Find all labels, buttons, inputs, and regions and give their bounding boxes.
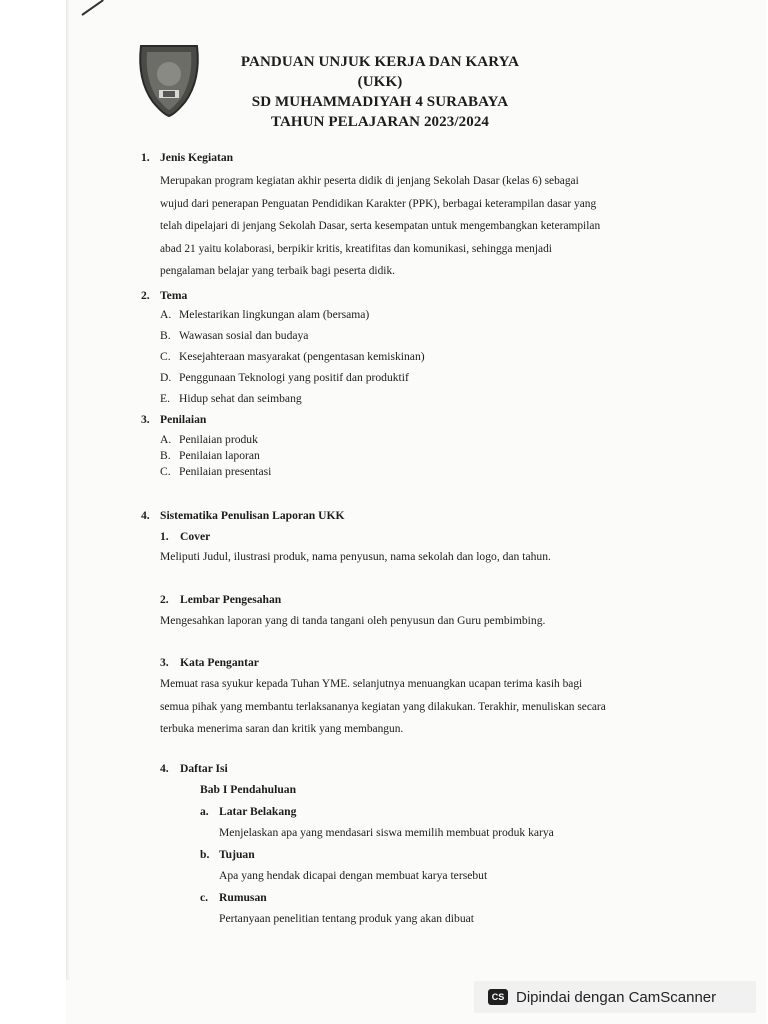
subsection-title-kata-pengantar: Kata Pengantar	[180, 656, 259, 669]
header-year: TAHUN PELAJARAN 2023/2024	[270, 114, 490, 130]
paragraph-line: pengalaman belajar yang terbaik bagi peserta didik.	[160, 265, 395, 278]
subsection-number: 2.	[160, 593, 169, 606]
section-4-title: Sistematika Penulisan Laporan UKK	[160, 509, 345, 522]
subsection-title-cover: Cover	[180, 530, 211, 543]
document-header	[220, 52, 540, 132]
toc-item-text: Pertanyaan penelitian tentang produk yang akan dibuat	[219, 912, 474, 925]
paragraph-line: Memuat rasa syukur kepada Tuhan YME. selanjutnya menuangkan ucapan terima kasih bagi	[160, 678, 583, 690]
list-item-text: Kesejahteraan masyarakat (pengentasan kemiskinan)	[179, 350, 425, 363]
toc-item-title: Rumusan	[219, 891, 267, 904]
toc-item-letter: a.	[200, 805, 209, 818]
camscanner-label: Dipindai dengan CamScanner	[516, 988, 717, 1006]
list-item-text: Hidup sehat dan seimbang	[179, 392, 302, 405]
header-title: PANDUAN UNJUK KERJA DAN KARYA (UKK)	[240, 54, 520, 90]
header-school: SD MUHAMMADIYAH 4 SURABAYA	[251, 94, 509, 110]
list-item-letter: B.	[160, 329, 171, 342]
kata-pengantar-paragraph	[160, 673, 650, 741]
list-item-text: Wawasan sosial dan budaya	[179, 329, 309, 342]
list-item-letter: C.	[160, 465, 171, 478]
toc-item-letter: c.	[200, 891, 209, 904]
camscanner-badge	[474, 981, 756, 1013]
subsection-number: 3.	[160, 656, 169, 669]
subsection-title-pengesahan: Lembar Pengesahan	[180, 593, 282, 606]
list-item-text: Penilaian produk	[179, 433, 258, 446]
subsection-text: Meliputi Judul, ilustrasi produk, nama penyusun, nama sekolah dan logo, dan tahun.	[160, 550, 551, 563]
section-1-paragraph	[160, 170, 650, 283]
list-item-text: Melestarikan lingkungan alam (bersama)	[179, 308, 370, 321]
section-2-number: 2.	[141, 289, 150, 302]
list-item-letter: C.	[160, 350, 171, 363]
paragraph-line: terbuka menerima saran dan kritik yang membangun.	[160, 723, 404, 736]
section-2-title: Tema	[160, 289, 188, 302]
list-item-text: Penggunaan Teknologi yang positif dan produktif	[179, 371, 409, 384]
section-3-title: Penilaian	[160, 413, 207, 426]
list-item-letter: E.	[160, 392, 170, 405]
page-edge-shadow	[66, 0, 70, 980]
list-item-letter: A.	[160, 308, 172, 321]
list-item-text: Penilaian presentasi	[179, 465, 272, 478]
list-item-text: Penilaian laporan	[179, 449, 260, 462]
subsection-number: 1.	[160, 530, 169, 543]
section-1-title: Jenis Kegiatan	[160, 151, 234, 164]
camscanner-icon: CS	[488, 989, 508, 1005]
paragraph-line: Merupakan program kegiatan akhir peserta didik di jenjang Sekolah Dasar (kelas 6) sebagai	[160, 175, 579, 187]
paragraph-line: abad 21 yaitu kolaborasi, berpikir kritis, kreatifitas dan komunikasi, sehingga menjadi	[160, 242, 552, 255]
paragraph-line: semua pihak yang membantu terlaksananya kegiatan yang dilakukan. Terakhir, menuliskan secara	[160, 700, 606, 713]
subsection-title-daftar-isi: Daftar Isi	[180, 762, 228, 775]
list-item-letter: D.	[160, 371, 172, 384]
subsection-number: 4.	[160, 762, 169, 775]
list-item-letter: B.	[160, 449, 171, 462]
section-3-number: 3.	[141, 413, 150, 426]
toc-item-text: Apa yang hendak dicapai dengan membuat karya tersebut	[219, 869, 488, 882]
toc-item-title: Latar Belakang	[219, 805, 297, 818]
toc-item-title: Tujuan	[219, 848, 255, 861]
school-logo-icon	[133, 40, 205, 118]
section-1-number: 1.	[141, 151, 150, 164]
list-item-letter: A.	[160, 433, 172, 446]
subsection-text: Mengesahkan laporan yang di tanda tangani oleh penyusun dan Guru pembimbing.	[160, 614, 546, 627]
chapter-heading: Bab I Pendahuluan	[200, 783, 297, 796]
toc-item-letter: b.	[200, 848, 210, 861]
paragraph-line: wujud dari penerapan Penguatan Pendidikan Karakter (PPK), berbagai keterampilan dasar yang	[160, 197, 597, 210]
toc-item-text: Menjelaskan apa yang mendasari siswa memilih membuat produk karya	[219, 826, 554, 839]
section-4-number: 4.	[141, 509, 150, 522]
paragraph-line: telah dipelajari di jenjang Sekolah Dasar, serta kesempatan untuk mengembangkan keterampilan	[160, 220, 601, 233]
